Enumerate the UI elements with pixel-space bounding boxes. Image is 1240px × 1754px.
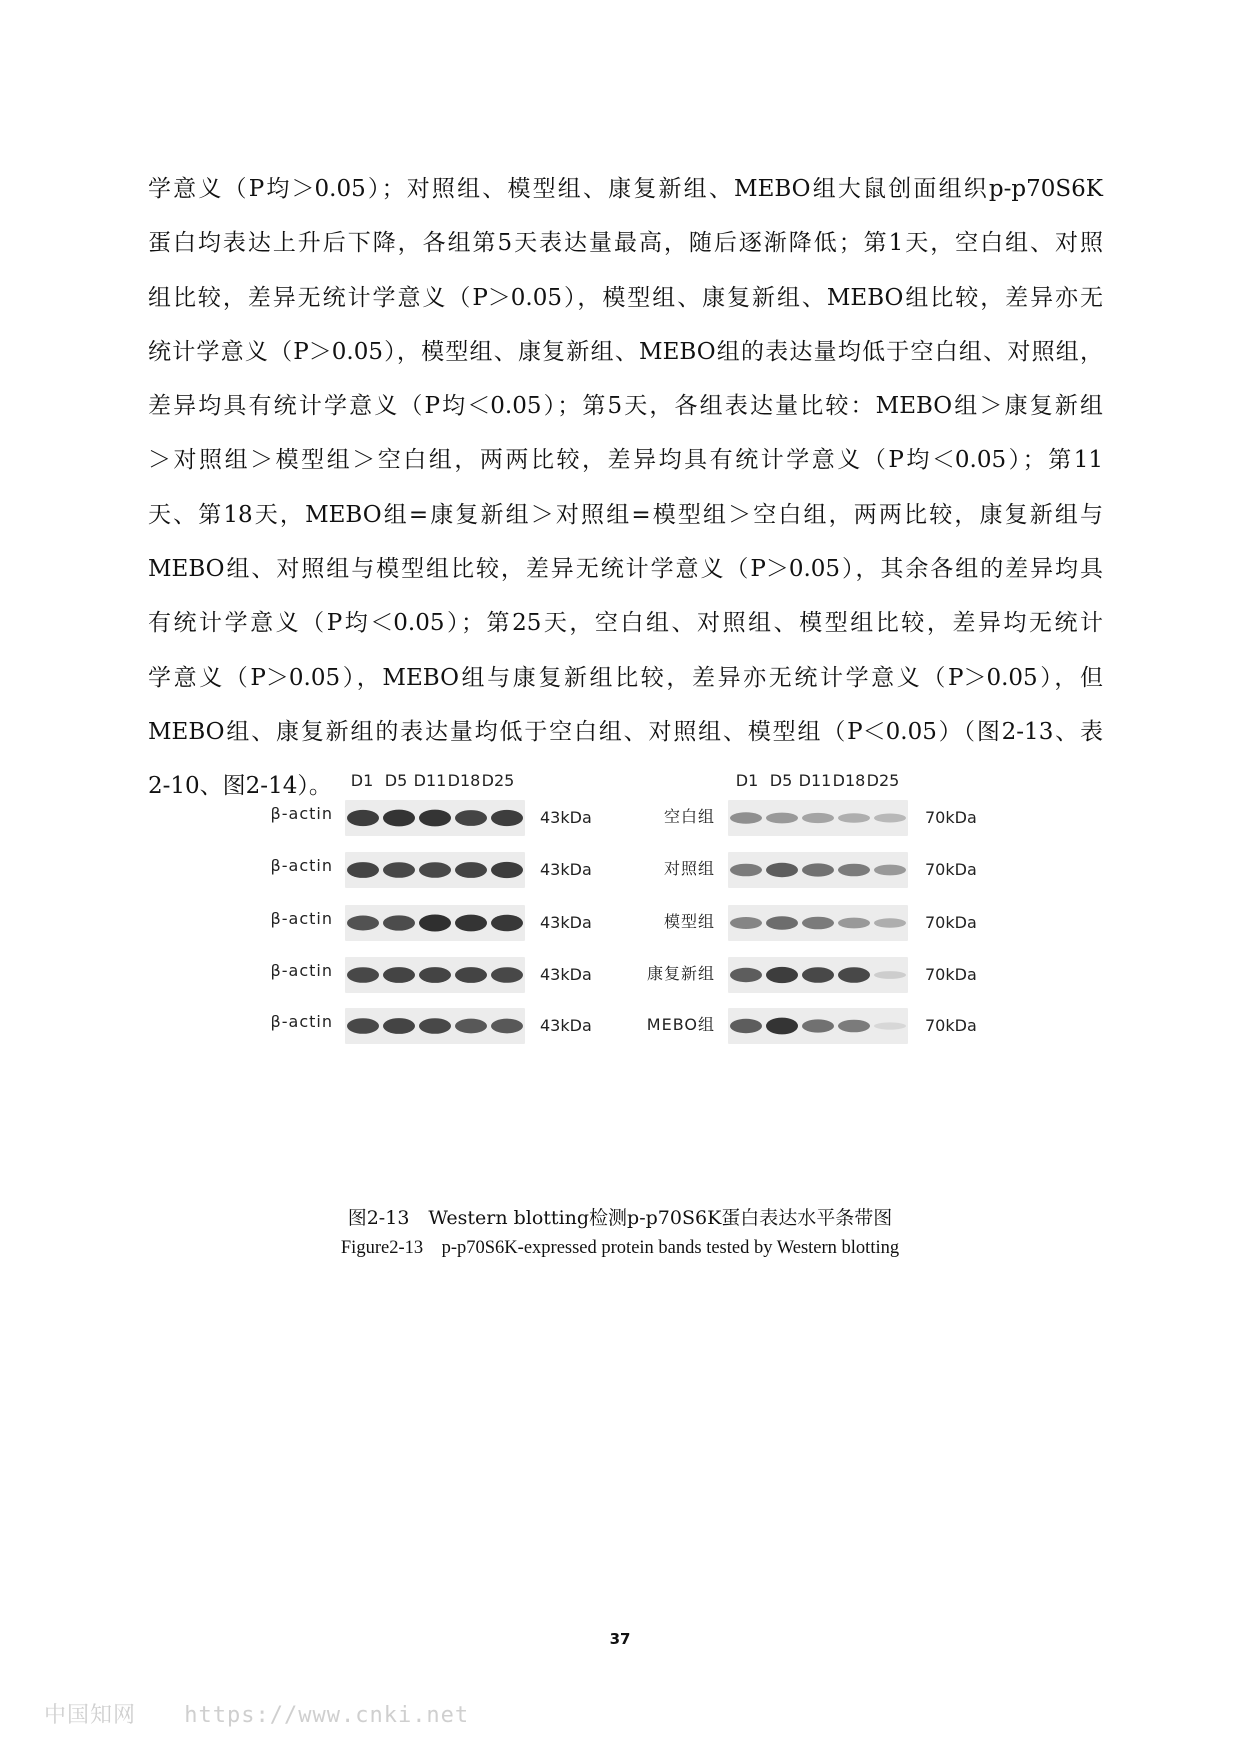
blot-strip	[728, 800, 908, 836]
blot-band	[874, 865, 906, 876]
blot-band	[874, 814, 906, 823]
lane-label: D5	[384, 771, 408, 790]
blot-band	[347, 1018, 379, 1034]
blot-kda-label: 70kDa	[925, 965, 977, 984]
body-line: 有统计学意义（P均＜0.05）；第25天，空白组、对照组、模型组比较，差异均无统计	[148, 610, 1103, 637]
body-paragraph	[148, 162, 1103, 814]
blot-band	[802, 813, 834, 823]
blot-band	[838, 813, 870, 823]
blot-band	[491, 862, 523, 878]
body-line: MEBO组、康复新组的表达量均低于空白组、对照组、模型组（P＜0.05）（图2-13、表	[148, 718, 1103, 745]
blot-band	[491, 967, 523, 983]
blot-band	[838, 1020, 870, 1033]
blot-kda-label: 70kDa	[925, 860, 977, 879]
blot-band	[730, 917, 762, 929]
page-number: 37	[609, 1630, 631, 1648]
blot-strip	[728, 905, 908, 941]
lane-labels-right	[730, 771, 900, 790]
blot-kda-label: 70kDa	[925, 913, 977, 932]
blot-kda-label: 43kDa	[540, 860, 592, 879]
body-line: 差异均具有统计学意义（P均＜0.05）；第5天，各组表达量比较：MEBO组＞康复新组	[148, 393, 1103, 420]
blot-strip	[345, 905, 525, 941]
blot-strip	[728, 957, 908, 993]
blot-band	[455, 915, 487, 932]
blot-band	[455, 810, 487, 826]
blot-row-label: 模型组	[663, 912, 715, 931]
lane-labels-left	[345, 771, 515, 790]
blot-row-label: β-actin	[270, 856, 333, 875]
body-line: ＞对照组＞模型组＞空白组，两两比较，差异均具有统计学意义（P均＜0.05）；第11	[148, 447, 1103, 474]
blot-kda-label: 43kDa	[540, 965, 592, 984]
blot-band	[455, 1019, 487, 1034]
lane-label: D18	[447, 771, 481, 790]
blot-band	[419, 1018, 451, 1034]
blot-band	[383, 1018, 415, 1034]
blot-band	[874, 971, 906, 979]
blot-row-label: β-actin	[270, 804, 333, 823]
lane-label: D25	[866, 771, 900, 790]
blot-band	[419, 862, 451, 878]
lane-label: D1	[735, 771, 759, 790]
watermark-url: https://www.cnki.net	[184, 1703, 470, 1728]
blot-strip	[728, 1008, 908, 1044]
blot-band	[802, 917, 834, 930]
blot-band	[874, 1022, 906, 1029]
blot-band	[766, 967, 798, 983]
figure-caption	[0, 1203, 1240, 1263]
blot-kda-label: 70kDa	[925, 808, 977, 827]
blot-strip	[728, 852, 908, 888]
blot-band	[383, 862, 415, 878]
blot-row-label: β-actin	[270, 1012, 333, 1031]
blot-strip	[345, 852, 525, 888]
blot-row-label: 康复新组	[646, 964, 715, 983]
blot-strip	[345, 1008, 525, 1044]
blot-band	[419, 914, 451, 931]
lane-label: D5	[769, 771, 793, 790]
blot-band	[347, 862, 379, 878]
blot-band	[838, 864, 870, 877]
blot-band	[730, 812, 762, 823]
blot-band	[802, 863, 834, 876]
blot-band	[874, 918, 906, 928]
blot-band	[347, 810, 379, 826]
blot-band	[383, 810, 415, 827]
body-line: 统计学意义（P＞0.05），模型组、康复新组、MEBO组的表达量均低于空白组、对照组，	[148, 338, 1103, 365]
blot-band	[766, 813, 798, 824]
blot-kda-label: 43kDa	[540, 913, 592, 932]
figure-caption-en: Figure2-13 p-p70S6K-expressed protein bands tested by Western blotting	[340, 1238, 900, 1258]
blot-band	[491, 810, 523, 826]
lane-label: D11	[798, 771, 832, 790]
blot-row-label: MEBO组	[646, 1015, 715, 1034]
lane-label: D25	[481, 771, 515, 790]
lane-label: D11	[413, 771, 447, 790]
blot-band	[802, 967, 834, 983]
blot-row-label: 空白组	[663, 807, 715, 826]
blot-band	[419, 810, 451, 827]
blot-band	[491, 1019, 523, 1034]
blot-band	[766, 863, 798, 877]
blot-kda-label: 43kDa	[540, 1016, 592, 1035]
blot-band	[347, 916, 379, 931]
blot-band	[838, 967, 870, 983]
blot-kda-label: 43kDa	[540, 808, 592, 827]
blot-strip	[345, 800, 525, 836]
body-line: 2-10、图2-14）。	[148, 773, 332, 800]
body-line: 学意义（P均＞0.05）；对照组、模型组、康复新组、MEBO组大鼠创面组织p-p70S6K	[148, 176, 1103, 202]
blot-strip	[345, 957, 525, 993]
blot-kda-label: 70kDa	[925, 1016, 977, 1035]
blot-band	[455, 967, 487, 983]
body-line: MEBO组、对照组与模型组比较，差异无统计学意义（P＞0.05），其余各组的差异均具	[148, 556, 1103, 583]
blot-row-label: 对照组	[663, 859, 715, 878]
blot-band	[730, 864, 762, 877]
blot-band	[491, 915, 523, 932]
blot-band	[730, 1019, 762, 1033]
lane-label: D1	[350, 771, 374, 790]
body-line: 蛋白均表达上升后下降，各组第5天表达量最高，随后逐渐降低；第1天，空白组、对照	[148, 230, 1103, 257]
body-line: 学意义（P＞0.05），MEBO组与康复新组比较，差异亦无统计学意义（P＞0.05），但	[148, 664, 1103, 691]
blot-row-label: β-actin	[270, 909, 333, 928]
blot-row-label: β-actin	[270, 961, 333, 980]
blot-band	[347, 967, 379, 983]
blot-band	[455, 862, 487, 878]
watermark-cn: 中国知网	[44, 1703, 137, 1728]
body-line: 组比较，差异无统计学意义（P＞0.05），模型组、康复新组、MEBO组比较，差异亦无	[148, 284, 1103, 311]
lane-label: D18	[832, 771, 866, 790]
blot-band	[383, 915, 415, 930]
blot-band	[838, 918, 870, 929]
blot-band	[766, 916, 798, 929]
blot-band	[730, 968, 762, 982]
body-line: 天、第18天，MEBO组=康复新组＞对照组=模型组＞空白组，两两比较，康复新组与	[148, 501, 1103, 528]
blot-band	[383, 967, 415, 983]
figure-caption-cn: 图2-13 Western blotting检测p-p70S6K蛋白表达水平条带图	[347, 1207, 893, 1229]
blot-band	[802, 1019, 834, 1032]
blot-band	[419, 967, 451, 983]
watermark	[44, 1698, 469, 1729]
blot-band	[766, 1018, 798, 1035]
